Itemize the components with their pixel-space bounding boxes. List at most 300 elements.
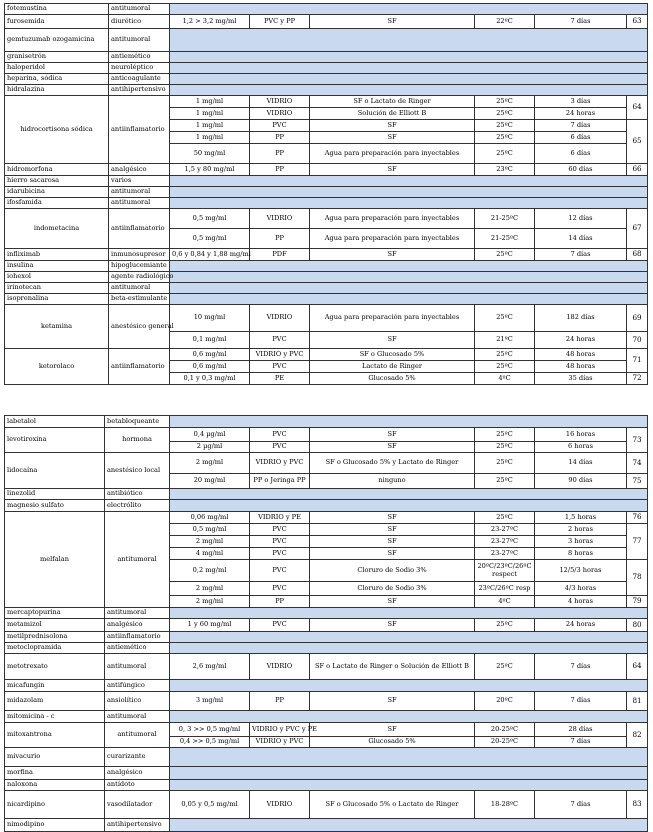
diluent: Agua para preparación para inyectables xyxy=(310,144,475,164)
stability-time: 14 días xyxy=(535,229,627,249)
drug-class: ansiolítico xyxy=(105,692,170,711)
drug-class: antihipertensivo xyxy=(105,819,170,832)
drug-class: vasodilatador xyxy=(105,791,170,819)
drug-name: mercaptopurina xyxy=(5,608,105,619)
drug-class: anestésico general xyxy=(109,305,170,349)
empty-data-cell xyxy=(170,608,648,619)
drug-name: metoclopramida xyxy=(5,643,105,654)
table-row xyxy=(5,632,648,643)
table-row xyxy=(5,608,648,619)
drug-name: naloxona xyxy=(5,780,105,791)
stability-time: 1,5 horas xyxy=(535,512,627,524)
stability-time: 7 días xyxy=(535,120,627,132)
table-row xyxy=(5,261,648,272)
table-row xyxy=(5,692,648,711)
drug-name: midazolam xyxy=(5,692,105,711)
concentration: 50 mg/ml xyxy=(170,144,250,164)
container: VIDRIO xyxy=(250,654,310,680)
diluent: ninguno xyxy=(310,474,475,489)
container: VIDRIO y PE xyxy=(250,512,310,524)
container: PE xyxy=(250,373,310,385)
drug-name: metotrexato xyxy=(5,654,105,680)
temperature: 23ºC xyxy=(475,164,535,176)
temperature: 25ºC xyxy=(475,120,535,132)
stability-time: 182 días xyxy=(535,305,627,332)
table-row xyxy=(5,96,648,108)
temperature: 25ºC xyxy=(475,108,535,120)
reference: 74 xyxy=(627,453,648,474)
concentration: 1 mg/ml xyxy=(170,120,250,132)
stability-time: 24 horas xyxy=(535,332,627,349)
container: PVC xyxy=(250,524,310,536)
concentration: 0,1 y 0,3 mg/ml xyxy=(170,373,250,385)
temperature: 21-25ºC xyxy=(475,209,535,229)
stability-time: 14 días xyxy=(535,453,627,474)
table-row xyxy=(5,654,648,680)
stability-time: 2 horas xyxy=(535,524,627,536)
drug-name: metilprednisolona xyxy=(5,632,105,643)
stability-time: 28 días xyxy=(535,723,627,737)
table-row xyxy=(5,272,648,283)
table-row xyxy=(5,680,648,692)
drug-name: ketamina xyxy=(5,305,109,349)
temperature: 25ºC xyxy=(475,132,535,144)
temperature: 21ºC xyxy=(475,332,535,349)
drug-name: nicardipino xyxy=(5,791,105,819)
stability-time: 12/5/3 horas xyxy=(535,560,627,582)
concentration: 2 mg/ml xyxy=(170,596,250,608)
temperature: 25ºC xyxy=(475,442,535,453)
drug-class: analgésico xyxy=(105,619,170,632)
table-row xyxy=(5,500,648,512)
temperature: 20-25ºC xyxy=(475,737,535,748)
empty-data-cell xyxy=(170,198,648,209)
stability-time: 3 días xyxy=(535,96,627,108)
concentration: 0,1 mg/ml xyxy=(170,332,250,349)
concentration: 0,6 mg/ml xyxy=(170,361,250,373)
concentration: 0,6 y 0,84 y 1,88 mg/ml xyxy=(170,249,250,261)
drug-name: metamizol xyxy=(5,619,105,632)
concentration: 20 mg/ml xyxy=(170,474,250,489)
reference: 76 xyxy=(627,512,648,524)
container: PP xyxy=(250,144,310,164)
empty-data-cell xyxy=(170,416,648,428)
concentration: 2 mg/ml xyxy=(170,453,250,474)
temperature: 25ºC xyxy=(475,305,535,332)
concentration: 0,05 y 0,5 mg/ml xyxy=(170,791,250,819)
drug-class: antitumoral xyxy=(109,283,170,294)
table-row xyxy=(5,723,648,737)
container: PP xyxy=(250,164,310,176)
diluent: Agua para preparación para inyectables xyxy=(310,209,475,229)
empty-data-cell xyxy=(170,63,648,74)
container: PP xyxy=(250,596,310,608)
temperature: 20ºC xyxy=(475,692,535,711)
stability-time: 7 días xyxy=(535,692,627,711)
reference: 77 xyxy=(627,524,648,560)
drug-class: betabloqueante xyxy=(105,416,170,428)
empty-data-cell xyxy=(170,176,648,187)
empty-data-cell xyxy=(170,819,648,832)
concentration: 0,2 mg/ml xyxy=(170,560,250,582)
table-row xyxy=(5,305,648,332)
drug-name: morfina xyxy=(5,767,105,780)
stability-time: 8 horas xyxy=(535,548,627,560)
diluent: Agua para preparación para inyectables xyxy=(310,229,475,249)
reference: 78 xyxy=(627,560,648,596)
container: PVC xyxy=(250,120,310,132)
drug-name: linezolid xyxy=(5,489,105,500)
reference: 83 xyxy=(627,791,648,819)
temperature: 20ºC/23ºC/26ºC respect xyxy=(475,560,535,582)
diluent: SF o Glucosado 5% xyxy=(310,349,475,361)
container: VIDRIO xyxy=(250,96,310,108)
concentration: 1 mg/ml xyxy=(170,108,250,120)
stability-time: 7 días xyxy=(535,737,627,748)
container: PVC y PP xyxy=(250,15,310,29)
drug-name: haloperidol xyxy=(5,63,109,74)
table-row xyxy=(5,643,648,654)
container: PVC xyxy=(250,619,310,632)
drug-class: anticoagulante xyxy=(109,74,170,85)
concentration: 0,06 mg/ml xyxy=(170,512,250,524)
drug-class: antitumoral xyxy=(105,608,170,619)
drug-class: antifúngico xyxy=(105,680,170,692)
empty-data-cell xyxy=(170,74,648,85)
empty-data-cell xyxy=(170,489,648,500)
container: VIDRIO xyxy=(250,305,310,332)
diluent: SF xyxy=(310,692,475,711)
drug-name: idarubicina xyxy=(5,187,109,198)
table-row xyxy=(5,283,648,294)
container: VIDRIO y PVC xyxy=(250,453,310,474)
concentration: 0,5 mg/ml xyxy=(170,229,250,249)
drug-class: antiinflamatorio xyxy=(109,349,170,385)
table-row xyxy=(5,209,648,229)
container: PVC xyxy=(250,548,310,560)
container: PP xyxy=(250,132,310,144)
concentration: 1 y 60 mg/ml xyxy=(170,619,250,632)
diluent: SF xyxy=(310,164,475,176)
stability-time: 48 horas xyxy=(535,361,627,373)
diluent: SF xyxy=(310,723,475,737)
reference: 80 xyxy=(627,619,648,632)
diluent: SF o Glucosado 5% o Lactato de Ringer xyxy=(310,791,475,819)
table-row xyxy=(5,29,648,52)
diluent: SF xyxy=(310,249,475,261)
concentration: 1,5 y 80 mg/ml xyxy=(170,164,250,176)
drug-class: antiemético xyxy=(109,52,170,63)
drug-name: melfalan xyxy=(5,512,105,608)
temperature: 23-27ºC xyxy=(475,536,535,548)
drug-name: ketorolaco xyxy=(5,349,109,385)
concentration: 0, 3 >> 0,5 mg/ml xyxy=(170,723,250,737)
stability-time: 7 días xyxy=(535,791,627,819)
empty-data-cell xyxy=(170,294,648,305)
table-row xyxy=(5,767,648,780)
diluent: Cloruro de Sodio 3% xyxy=(310,560,475,582)
table-row xyxy=(5,294,648,305)
drug-class: antiinflamatorio xyxy=(109,209,170,249)
empty-data-cell xyxy=(170,780,648,791)
table-row xyxy=(5,619,648,632)
stability-time: 6 días xyxy=(535,132,627,144)
drug-class: diurético xyxy=(109,15,170,29)
diluent: SF xyxy=(310,15,475,29)
drug-class: antitumoral xyxy=(109,198,170,209)
container: PVC xyxy=(250,428,310,442)
table-row xyxy=(5,249,648,261)
concentration: 2,6 mg/ml xyxy=(170,654,250,680)
empty-data-cell xyxy=(170,272,648,283)
reference: 64 xyxy=(627,96,648,120)
container: VIDRIO y PVC y PE xyxy=(250,723,310,737)
temperature: 23-27ºC xyxy=(475,548,535,560)
empty-data-cell xyxy=(170,85,648,96)
table-row xyxy=(5,4,648,15)
drug-class: antitumoral xyxy=(109,4,170,15)
container: VIDRIO xyxy=(250,108,310,120)
concentration: 0,5 mg/ml xyxy=(170,209,250,229)
table-row xyxy=(5,489,648,500)
drug-name: ifosfamida xyxy=(5,198,109,209)
empty-data-cell xyxy=(170,283,648,294)
temperature: 22ºC xyxy=(475,15,535,29)
temperature: 25ºC xyxy=(475,249,535,261)
drug-class: inmunosupresor xyxy=(109,249,170,261)
drug-class: antiemético xyxy=(105,643,170,654)
drug-name: hidromorfona xyxy=(5,164,109,176)
reference: 66 xyxy=(627,164,648,176)
container: PP o Jeringa PP xyxy=(250,474,310,489)
empty-data-cell xyxy=(170,632,648,643)
table-row xyxy=(5,15,648,29)
drug-name: furosemida xyxy=(5,15,109,29)
container: VIDRIO xyxy=(250,209,310,229)
container: PP xyxy=(250,692,310,711)
temperature: 25ºC xyxy=(475,512,535,524)
reference: 68 xyxy=(627,249,648,261)
diluent: SF xyxy=(310,428,475,442)
stability-time: 90 días xyxy=(535,474,627,489)
container: PVC xyxy=(250,560,310,582)
drug-name: magnesio sulfato xyxy=(5,500,105,512)
diluent: Lactato de Ringer xyxy=(310,361,475,373)
drug-class: antitumoral xyxy=(105,711,170,723)
temperature: 25ºC xyxy=(475,96,535,108)
container: PVC xyxy=(250,536,310,548)
diluent: SF xyxy=(310,596,475,608)
concentration: 1 mg/ml xyxy=(170,96,250,108)
table-row xyxy=(5,512,648,524)
drug-name: mivacurio xyxy=(5,748,105,767)
reference: 70 xyxy=(627,332,648,349)
drug-class: curarizante xyxy=(105,748,170,767)
temperature: 18-28ºC xyxy=(475,791,535,819)
stability-time: 16 horas xyxy=(535,428,627,442)
container: PVC xyxy=(250,582,310,596)
drug-name: hidralazina xyxy=(5,85,109,96)
table-row xyxy=(5,428,648,442)
table-row xyxy=(5,711,648,723)
container: VIDRIO y PVC xyxy=(250,349,310,361)
drug-class: antitumoral xyxy=(109,187,170,198)
drug-name: hierro sacarosa xyxy=(5,176,109,187)
reference: 67 xyxy=(627,209,648,249)
table-row xyxy=(5,52,648,63)
temperature: 4ºC xyxy=(475,596,535,608)
drug-name: gemtuzumab ozogamicina xyxy=(5,29,109,52)
drug-name: irinotecan xyxy=(5,283,109,294)
concentration: 1 mg/ml xyxy=(170,132,250,144)
drug-class: antiinflamatorio xyxy=(109,96,170,164)
table-row xyxy=(5,85,648,96)
diluent: SF xyxy=(310,619,475,632)
container: PVC xyxy=(250,332,310,349)
drug-class: antitumoral xyxy=(105,512,170,608)
diluent: Cloruro de Sodio 3% xyxy=(310,582,475,596)
temperature: 25ºC xyxy=(475,428,535,442)
diluent: SF o Lactato de Ringer o Solución de Elliott B xyxy=(310,654,475,680)
concentration: 2 mg/ml xyxy=(170,582,250,596)
container: VIDRIO xyxy=(250,791,310,819)
diluent: Glucosado 5% xyxy=(310,737,475,748)
table-row xyxy=(5,176,648,187)
temperature: 23ºC/26ºC resp xyxy=(475,582,535,596)
container: PP xyxy=(250,229,310,249)
container: PVC xyxy=(250,442,310,453)
temperature: 25ºC xyxy=(475,654,535,680)
concentration: 2 mg/ml xyxy=(170,536,250,548)
temperature: 4ºC xyxy=(475,373,535,385)
empty-data-cell xyxy=(170,187,648,198)
temperature: 25ºC xyxy=(475,349,535,361)
diluent: SF o Glucosado 5% y Lactato de Ringer xyxy=(310,453,475,474)
reference: 73 xyxy=(627,428,648,453)
drug-name: micafungin xyxy=(5,680,105,692)
stability-time: 6 horas xyxy=(535,442,627,453)
drug-name: mitoxantrona xyxy=(5,723,105,748)
table-row xyxy=(5,349,648,361)
temperature: 20-25ºC xyxy=(475,723,535,737)
drug-class: antibiótico xyxy=(105,489,170,500)
empty-data-cell xyxy=(170,4,648,15)
stability-time: 24 horas xyxy=(535,619,627,632)
empty-data-cell xyxy=(170,680,648,692)
concentration: 3 mg/ml xyxy=(170,692,250,711)
diluent: SF xyxy=(310,524,475,536)
drug-class: antitumoral xyxy=(109,29,170,52)
reference: 72 xyxy=(627,373,648,385)
concentration: 0,5 mg/ml xyxy=(170,524,250,536)
table-row xyxy=(5,791,648,819)
empty-data-cell xyxy=(170,748,648,767)
empty-data-cell xyxy=(170,711,648,723)
drug-class: antiinflamatorio xyxy=(105,632,170,643)
diluent: SF xyxy=(310,536,475,548)
concentration: 0,4 µg/ml xyxy=(170,428,250,442)
temperature: 25ºC xyxy=(475,361,535,373)
stability-time: 12 días xyxy=(535,209,627,229)
diluent: SF xyxy=(310,548,475,560)
diluent: Solución de Elliott B xyxy=(310,108,475,120)
reference: 71 xyxy=(627,349,648,373)
diluent: SF xyxy=(310,442,475,453)
drug-name: insulina xyxy=(5,261,109,272)
concentration: 0,4 >> 0,5 mg/ml xyxy=(170,737,250,748)
table-row xyxy=(5,74,648,85)
table-row xyxy=(5,63,648,74)
drug-name: isoprenalina xyxy=(5,294,109,305)
diluent: SF xyxy=(310,132,475,144)
diluent: SF xyxy=(310,512,475,524)
concentration: 10 mg/ml xyxy=(170,305,250,332)
temperature: 25ºC xyxy=(475,619,535,632)
stability-time: 35 días xyxy=(535,373,627,385)
concentration: 1,2 > 3,2 mg/ml xyxy=(170,15,250,29)
stability-time: 7 días xyxy=(535,654,627,680)
drug-class: neuroléptico xyxy=(109,63,170,74)
table-row xyxy=(5,416,648,428)
drug-class: anestésico local xyxy=(105,453,170,489)
stability-time: 48 horas xyxy=(535,349,627,361)
drug-name: labetalol xyxy=(5,416,105,428)
stability-time: 7 días xyxy=(535,249,627,261)
drug-class: hormona xyxy=(105,428,170,453)
diluent: Agua para preparación para inyectables xyxy=(310,305,475,332)
reference: 65 xyxy=(627,120,648,164)
stability-time: 24 horas xyxy=(535,108,627,120)
drug-name: nimodipino xyxy=(5,819,105,832)
drug-name: mitomicina - c xyxy=(5,711,105,723)
drug-name: levotiroxina xyxy=(5,428,105,453)
drug-class: analgésico xyxy=(109,164,170,176)
stability-time: 60 días xyxy=(535,164,627,176)
table-row xyxy=(5,198,648,209)
drug-name: lidocaína xyxy=(5,453,105,489)
table-row xyxy=(5,819,648,832)
drug-class: antihipertensivo xyxy=(109,85,170,96)
container: PDF xyxy=(250,249,310,261)
reference: 75 xyxy=(627,474,648,489)
drug-name: heparina, sódica xyxy=(5,74,109,85)
empty-data-cell xyxy=(170,52,648,63)
table-row xyxy=(5,453,648,474)
drug-name: iohexol xyxy=(5,272,109,283)
container: VIDRIO y PVC xyxy=(250,737,310,748)
drug-name: indometacina xyxy=(5,209,109,249)
drug-class: varios xyxy=(109,176,170,187)
temperature: 25ºC xyxy=(475,474,535,489)
temperature: 25ºC xyxy=(475,144,535,164)
reference: 63 xyxy=(627,15,648,29)
drug-class: beta-estimulante xyxy=(109,294,170,305)
table-row xyxy=(5,187,648,198)
stability-time: 6 días xyxy=(535,144,627,164)
temperature: 25ºC xyxy=(475,453,535,474)
diluent: SF xyxy=(310,120,475,132)
empty-data-cell xyxy=(170,767,648,780)
reference: 69 xyxy=(627,305,648,332)
drug-name: infliximab xyxy=(5,249,109,261)
concentration: 4 mg/ml xyxy=(170,548,250,560)
table-row xyxy=(5,748,648,767)
container: PVC xyxy=(250,361,310,373)
empty-data-cell xyxy=(170,643,648,654)
reference: 82 xyxy=(627,723,648,748)
stability-table-1 xyxy=(4,3,648,385)
stability-time: 4/3 horas xyxy=(535,582,627,596)
